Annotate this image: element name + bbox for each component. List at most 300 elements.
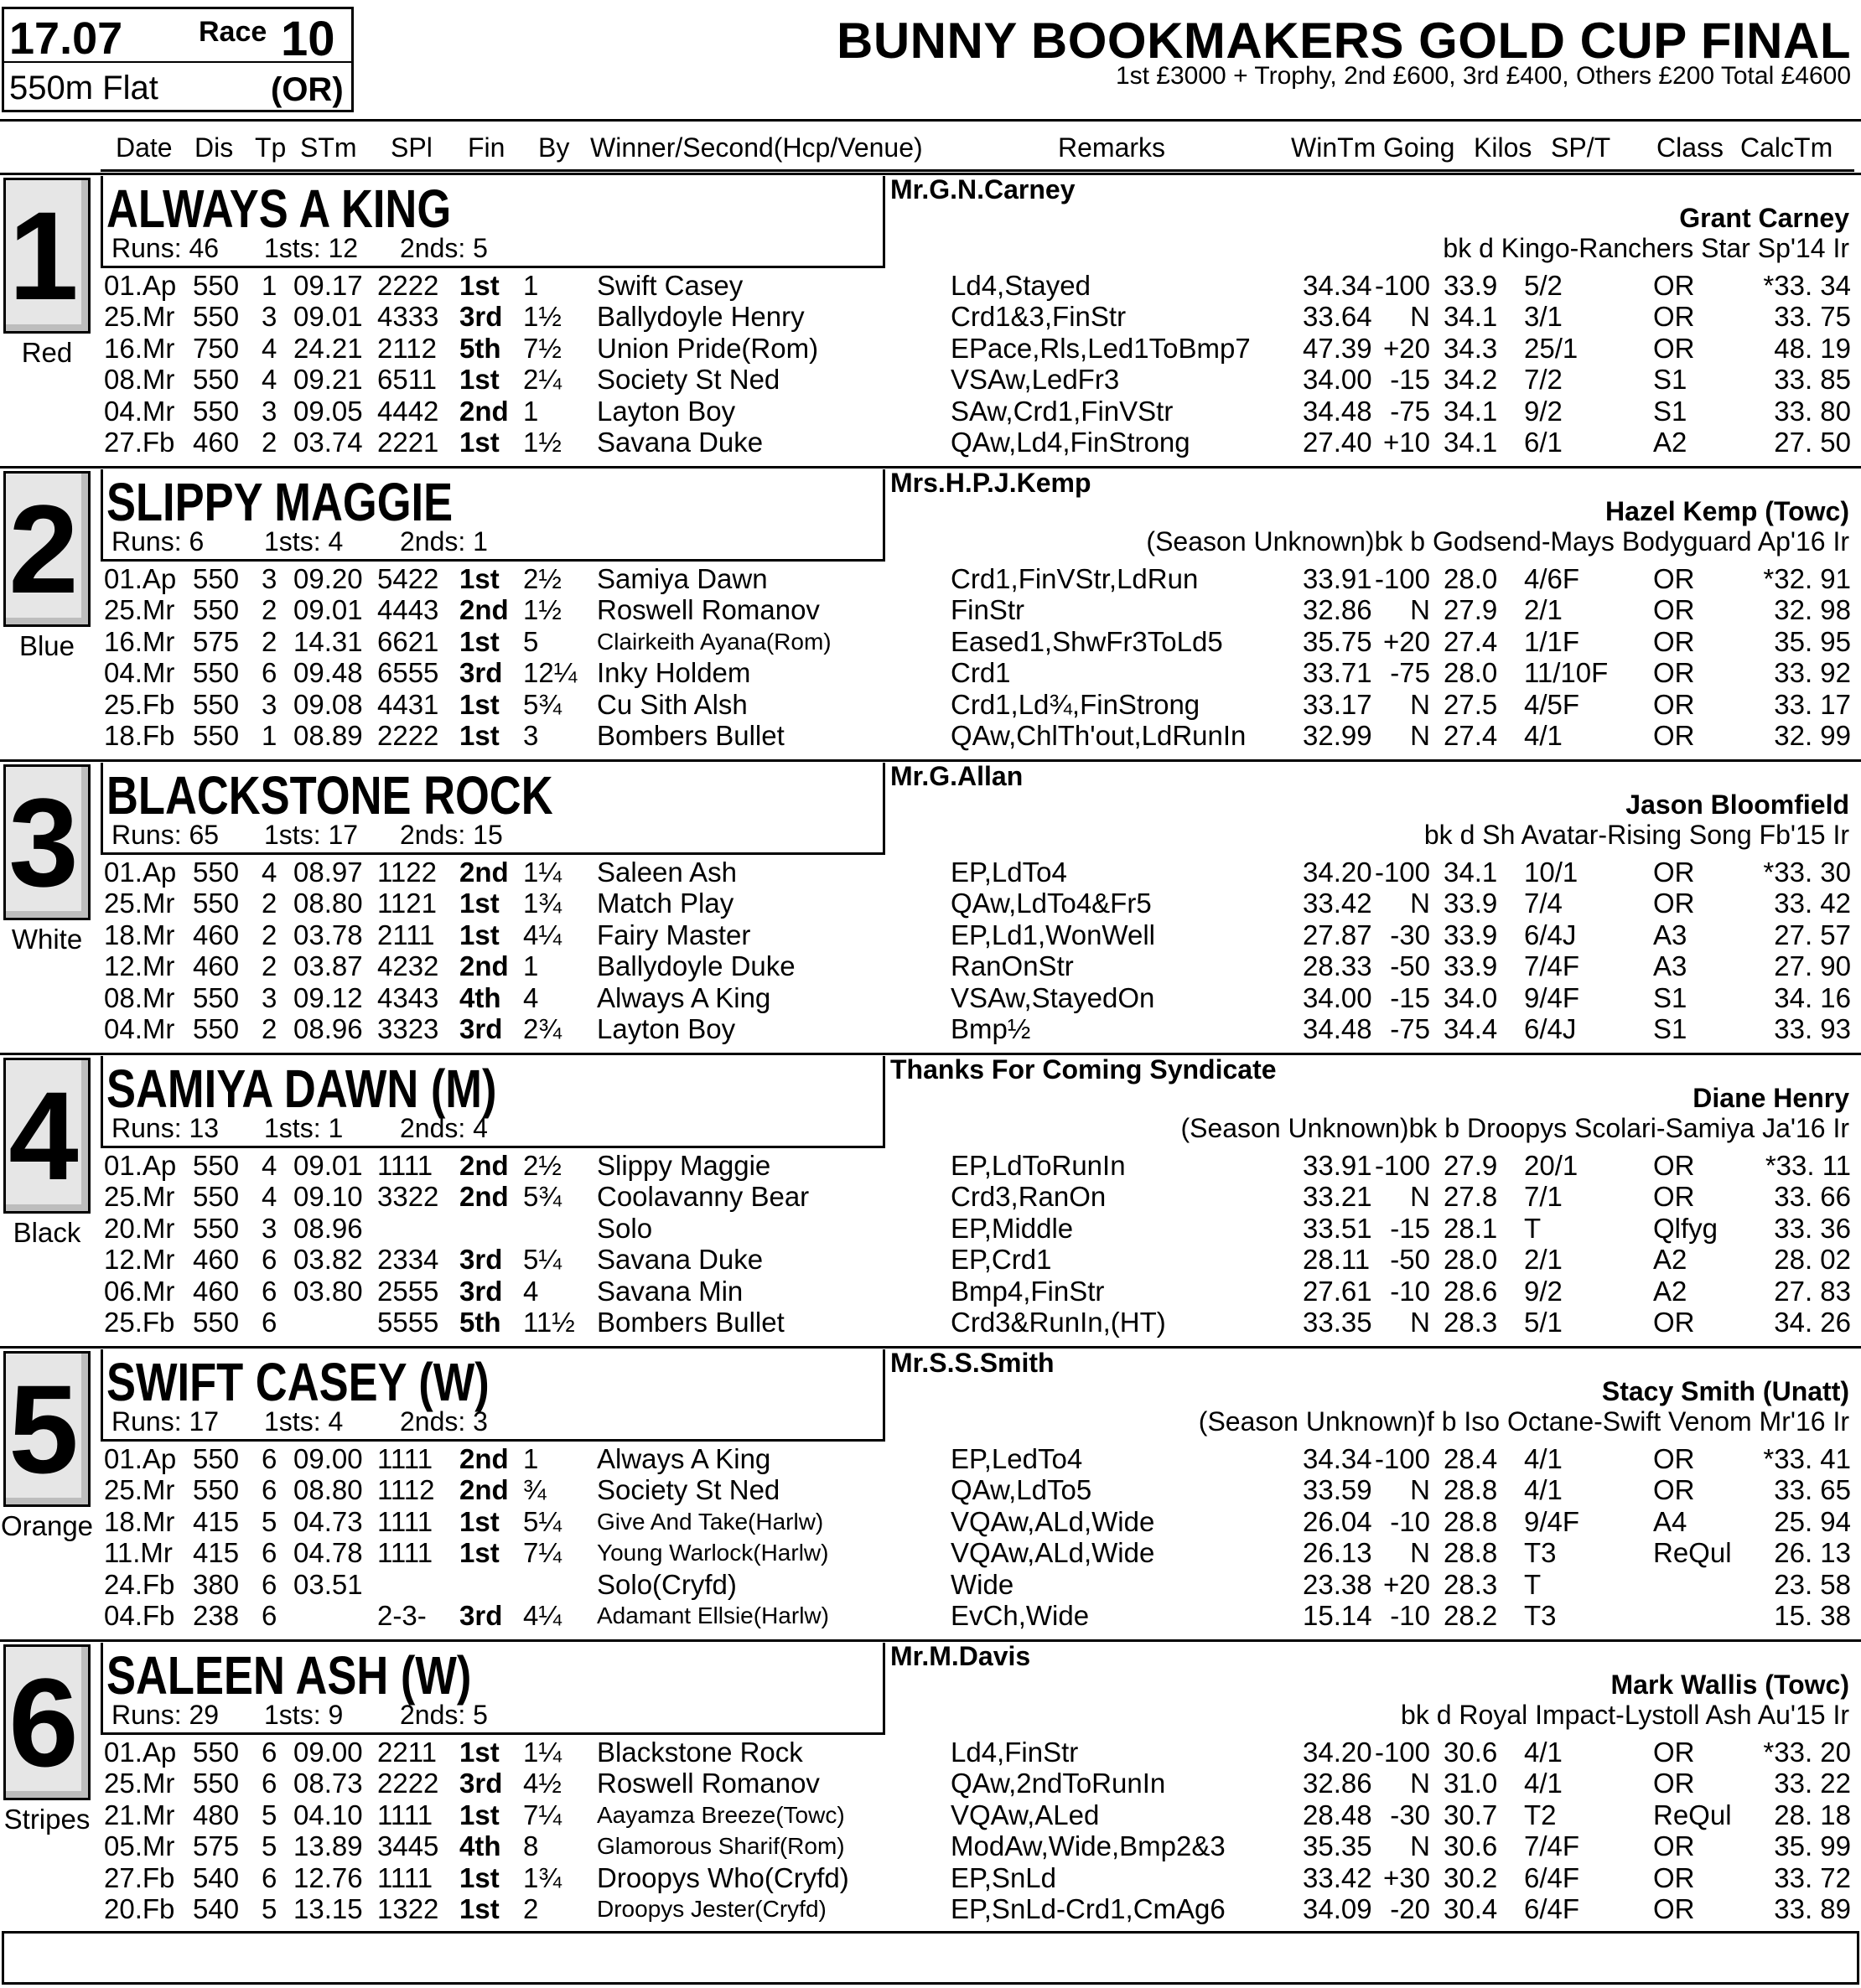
form-row — [0, 396, 1861, 427]
form-win-time: 35.75 — [1303, 625, 1372, 657]
form-sp: 6/1 — [1524, 427, 1563, 458]
form-sectional: 03.82 — [293, 1244, 363, 1276]
form-date: 04.Mr — [104, 395, 175, 427]
form-calc-time: 28. 18 — [1774, 1799, 1851, 1830]
form-date: 01.Ap — [104, 270, 177, 301]
form-finish: 3rd — [459, 301, 503, 333]
form-finish: 3rd — [459, 657, 503, 689]
form-kilos: 33.9 — [1444, 919, 1498, 950]
form-finish: 5th — [459, 1307, 501, 1338]
form-date: 04.Fb — [104, 1600, 175, 1631]
form-date: 25.Mr — [104, 888, 175, 919]
form-sp: 4/1 — [1524, 720, 1563, 751]
form-calc-time: 32. 99 — [1774, 720, 1851, 751]
form-date: 01.Ap — [104, 563, 177, 594]
form-sp: 4/1 — [1524, 1768, 1563, 1799]
form-row — [0, 1537, 1861, 1568]
form-sectional: 08.80 — [293, 1474, 363, 1506]
form-trap: 4 — [262, 857, 277, 888]
runs-count: Runs: 29 — [111, 1700, 220, 1730]
form-class: OR — [1653, 1861, 1695, 1893]
form-going: N — [1410, 1830, 1430, 1862]
form-winner: Samiya Dawn — [597, 563, 768, 594]
form-sp: 25/1 — [1524, 332, 1578, 364]
form-remarks: VQAw,ALd,Wide — [951, 1537, 1155, 1569]
form-going: -15 — [1390, 1212, 1430, 1244]
form-date: 25.Fb — [104, 688, 175, 720]
form-distance: 480 — [193, 1799, 240, 1830]
form-row — [0, 857, 1861, 888]
form-finish: 1st — [459, 563, 500, 594]
col-spl: SPl — [391, 132, 433, 163]
form-finish: 3rd — [459, 1013, 503, 1044]
dog-name-box — [101, 1643, 885, 1735]
form-calc-time: 33. 42 — [1774, 888, 1851, 919]
form-sectional: 03.51 — [293, 1568, 363, 1600]
form-calc-time: 27. 57 — [1774, 919, 1851, 950]
form-remarks: Crd3,RanOn — [951, 1181, 1107, 1213]
form-distance: 460 — [193, 1244, 240, 1276]
form-trap: 4 — [262, 364, 277, 396]
race-box-divider — [4, 61, 351, 63]
form-distance-by: ¾ — [523, 1474, 547, 1506]
form-calc-time: 32. 98 — [1774, 594, 1851, 626]
form-row — [0, 1013, 1861, 1044]
form-class: S1 — [1653, 395, 1687, 427]
form-positions: 1122 — [377, 857, 437, 888]
trap-colour: Red — [21, 337, 73, 368]
form-sp: 4/5F — [1524, 688, 1580, 720]
firsts-count: 1sts: 12 — [264, 233, 359, 263]
form-winner: Slippy Maggie — [597, 1150, 771, 1181]
form-positions: 2222 — [377, 270, 439, 301]
form-win-time: 23.38 — [1303, 1568, 1372, 1600]
form-finish: 1st — [459, 427, 500, 458]
form-win-time: 33.42 — [1303, 888, 1372, 919]
runs-summary — [111, 1113, 488, 1144]
form-positions: 1111 — [377, 1861, 433, 1893]
form-win-time: 34.48 — [1303, 1013, 1372, 1044]
runner-card-6 — [0, 1639, 1861, 1933]
form-sectional: 09.05 — [293, 395, 363, 427]
col-date: Date — [116, 132, 173, 163]
form-sectional: 24.21 — [293, 332, 363, 364]
form-positions: 5555 — [377, 1307, 439, 1338]
form-sectional: 09.01 — [293, 1150, 363, 1181]
form-date: 27.Fb — [104, 1861, 175, 1893]
form-winner: Layton Boy — [597, 1013, 736, 1044]
form-winner: Ballydoyle Henry — [597, 301, 805, 333]
form-class: Qlfyg — [1653, 1212, 1718, 1244]
owner: Mr.M.Davis — [890, 1641, 1031, 1671]
form-date: 25.Mr — [104, 594, 175, 626]
form-calc-time: 27. 83 — [1774, 1275, 1851, 1307]
col-calctm: CalcTm — [1740, 132, 1833, 163]
form-row — [0, 1569, 1861, 1600]
form-row — [0, 1307, 1861, 1338]
form-going: -100 — [1374, 857, 1430, 888]
form-winner: Coolavanny Bear — [597, 1181, 810, 1213]
form-sp: 6/4F — [1524, 1893, 1580, 1924]
form-positions: 5422 — [377, 563, 439, 594]
form-date: 12.Mr — [104, 1244, 175, 1276]
form-trap: 2 — [262, 427, 277, 458]
form-positions: 1111 — [377, 1799, 433, 1830]
form-going: N — [1410, 720, 1430, 751]
trainer: Grant Carney — [1679, 203, 1849, 233]
form-remarks: Ld4,Stayed — [951, 270, 1091, 301]
form-positions: 4443 — [377, 594, 439, 626]
form-sp: 7/4 — [1524, 888, 1563, 919]
form-win-time: 26.04 — [1303, 1505, 1372, 1537]
form-remarks: Eased1,ShwFr3ToLd5 — [951, 625, 1223, 657]
form-distance: 550 — [193, 1013, 240, 1044]
form-sp: 9/4F — [1524, 1505, 1580, 1537]
form-trap: 3 — [262, 395, 277, 427]
dog-name: SAMIYA DAWN (M) — [106, 1059, 497, 1119]
form-kilos: 28.4 — [1444, 1443, 1498, 1474]
seconds-count: 2nds: 4 — [400, 1113, 488, 1143]
form-going: N — [1410, 301, 1430, 333]
form-winner: Aayamza Breeze(Towc) — [597, 1801, 845, 1828]
form-trap: 4 — [262, 1181, 277, 1213]
form-kilos: 30.6 — [1444, 1737, 1498, 1768]
form-date: 25.Mr — [104, 1181, 175, 1213]
trap-number: 3 — [8, 772, 79, 913]
form-kilos: 33.9 — [1444, 888, 1498, 919]
form-remarks: Ld4,FinStr — [951, 1737, 1079, 1768]
form-win-time: 28.33 — [1303, 950, 1372, 982]
form-finish: 2nd — [459, 1474, 509, 1506]
form-winner: Saleen Ash — [597, 857, 737, 888]
form-win-time: 34.00 — [1303, 981, 1372, 1013]
form-going: -50 — [1390, 950, 1430, 982]
form-distance-by: 1 — [523, 1443, 539, 1474]
form-positions: 6621 — [377, 625, 439, 657]
form-trap: 2 — [262, 950, 277, 982]
form-sectional: 13.89 — [293, 1830, 363, 1862]
form-date: 04.Mr — [104, 1013, 175, 1044]
header-divider — [0, 119, 1861, 122]
form-date: 01.Ap — [104, 857, 177, 888]
form-winner: Roswell Romanov — [597, 594, 820, 626]
form-date: 24.Fb — [104, 1568, 175, 1600]
form-finish: 4th — [459, 981, 501, 1013]
col-winner: Winner/Second(Hcp/Venue) — [590, 132, 923, 163]
form-remarks: EP,Crd1 — [951, 1244, 1052, 1276]
form-class: A2 — [1653, 1275, 1687, 1307]
form-kilos: 30.6 — [1444, 1830, 1498, 1862]
form-winner: Always A King — [597, 1443, 771, 1474]
form-distance: 415 — [193, 1537, 240, 1569]
form-calc-time: *33. 34 — [1763, 270, 1851, 301]
form-going: -100 — [1374, 270, 1430, 301]
form-distance: 550 — [193, 594, 240, 626]
form-positions: 4431 — [377, 688, 439, 720]
form-positions: 2112 — [377, 332, 437, 364]
column-header-underline — [101, 169, 1854, 172]
form-sectional: 13.15 — [293, 1893, 363, 1924]
form-win-time: 34.09 — [1303, 1893, 1372, 1924]
form-row — [0, 563, 1861, 594]
form-remarks: QAw,LdTo5 — [951, 1474, 1092, 1506]
form-trap: 2 — [262, 625, 277, 657]
form-sectional: 12.76 — [293, 1861, 363, 1893]
form-trap: 2 — [262, 594, 277, 626]
form-going: -100 — [1374, 1737, 1430, 1768]
form-trap: 3 — [262, 688, 277, 720]
form-distance-by: 12¼ — [523, 657, 578, 689]
form-sp: 6/4F — [1524, 1861, 1580, 1893]
form-date: 01.Ap — [104, 1443, 177, 1474]
form-trap: 5 — [262, 1830, 277, 1862]
form-distance: 550 — [193, 1181, 240, 1213]
form-date: 08.Mr — [104, 981, 175, 1013]
form-remarks: EP,LdToRunIn — [951, 1150, 1126, 1181]
form-date: 18.Mr — [104, 1505, 175, 1537]
form-date: 12.Mr — [104, 950, 175, 982]
runner-card-5 — [0, 1346, 1861, 1639]
form-distance: 550 — [193, 270, 240, 301]
form-row — [0, 594, 1861, 625]
form-finish: 5th — [459, 332, 501, 364]
form-sectional: 14.31 — [293, 625, 363, 657]
trainer: Mark Wallis (Towc) — [1610, 1670, 1849, 1700]
form-class: OR — [1653, 1737, 1695, 1768]
form-win-time: 34.34 — [1303, 1443, 1372, 1474]
form-remarks: VSAw,LedFr3 — [951, 364, 1120, 396]
form-going: -20 — [1390, 1893, 1430, 1924]
form-remarks: EP,LedTo4 — [951, 1443, 1083, 1474]
form-sp: T — [1524, 1212, 1542, 1244]
form-remarks: EPace,Rls,Led1ToBmp7 — [951, 332, 1251, 364]
form-finish: 1st — [459, 1893, 500, 1924]
form-positions: 2211 — [377, 1737, 437, 1768]
form-class: A2 — [1653, 1244, 1687, 1276]
form-trap: 3 — [262, 1212, 277, 1244]
form-remarks: Bmp½ — [951, 1013, 1031, 1044]
runner-card-2 — [0, 466, 1861, 759]
form-class: OR — [1653, 301, 1695, 333]
form-going: N — [1410, 1307, 1430, 1338]
owner: Mr.G.Allan — [890, 761, 1024, 791]
form-finish: 2nd — [459, 594, 509, 626]
col-kilos: Kilos — [1474, 132, 1532, 163]
form-kilos: 34.0 — [1444, 981, 1498, 1013]
form-winner: Ballydoyle Duke — [597, 950, 796, 982]
form-trap: 4 — [262, 1150, 277, 1181]
form-winner: Union Pride(Rom) — [597, 332, 819, 364]
runs-count: Runs: 13 — [111, 1113, 220, 1143]
form-trap: 3 — [262, 563, 277, 594]
form-win-time: 33.21 — [1303, 1181, 1372, 1213]
form-sectional: 09.00 — [293, 1443, 363, 1474]
form-going: N — [1410, 888, 1430, 919]
form-winner: Adamant Ellsie(Harlw) — [597, 1602, 829, 1628]
form-class: S1 — [1653, 1013, 1687, 1044]
form-positions: 4232 — [377, 950, 439, 982]
form-remarks: QAw,2ndToRunIn — [951, 1768, 1166, 1799]
form-sectional: 08.96 — [293, 1013, 363, 1044]
form-calc-time: *33. 41 — [1763, 1443, 1851, 1474]
form-sp: 5/1 — [1524, 1307, 1563, 1338]
form-winner: Always A King — [597, 981, 771, 1013]
form-finish: 1st — [459, 888, 500, 919]
form-sp: T2 — [1524, 1799, 1557, 1830]
form-kilos: 27.4 — [1444, 625, 1498, 657]
col-wintm: WinTm — [1291, 132, 1376, 163]
col-class: Class — [1656, 132, 1724, 163]
form-class: OR — [1653, 688, 1695, 720]
form-date: 01.Ap — [104, 1150, 177, 1181]
form-kilos: 31.0 — [1444, 1768, 1498, 1799]
form-winner: Solo — [597, 1212, 653, 1244]
form-row — [0, 1443, 1861, 1474]
form-kilos: 27.8 — [1444, 1181, 1498, 1213]
form-trap: 6 — [262, 1307, 277, 1338]
owner: Mrs.H.P.J.Kemp — [890, 468, 1091, 498]
form-remarks: VQAw,ALed — [951, 1799, 1100, 1830]
form-sp: T3 — [1524, 1600, 1557, 1631]
form-sectional: 08.80 — [293, 888, 363, 919]
form-remarks: Bmp4,FinStr — [951, 1275, 1105, 1307]
form-positions: 2555 — [377, 1275, 439, 1307]
form-finish: 2nd — [459, 1443, 509, 1474]
form-calc-time: 33. 92 — [1774, 657, 1851, 689]
form-remarks: VQAw,ALd,Wide — [951, 1505, 1155, 1537]
form-kilos: 27.9 — [1444, 1150, 1498, 1181]
form-class: OR — [1653, 1181, 1695, 1213]
dog-name: SALEEN ASH (W) — [106, 1645, 472, 1706]
form-winner: Savana Duke — [597, 427, 764, 458]
form-date: 20.Fb — [104, 1893, 175, 1924]
form-class: OR — [1653, 1443, 1695, 1474]
form-winner: Roswell Romanov — [597, 1768, 820, 1799]
form-remarks: EP,Middle — [951, 1212, 1074, 1244]
form-finish: 1st — [459, 1505, 500, 1537]
form-remarks: EP,Ld1,WonWell — [951, 919, 1155, 950]
form-sp: 7/2 — [1524, 364, 1563, 396]
form-win-time: 27.87 — [1303, 919, 1372, 950]
form-class: OR — [1653, 270, 1695, 301]
form-row — [0, 1799, 1861, 1830]
trap-colour: Blue — [18, 630, 75, 661]
form-kilos: 30.4 — [1444, 1893, 1498, 1924]
race-prizes: 1st £3000 + Trophy, 2nd £600, 3rd £400, Others £200 Total £4600 — [1115, 62, 1851, 90]
form-calc-time: *33. 20 — [1763, 1737, 1851, 1768]
form-calc-time: 27. 90 — [1774, 950, 1851, 982]
form-row — [0, 1276, 1861, 1307]
form-finish: 3rd — [459, 1768, 503, 1799]
form-class: S1 — [1653, 981, 1687, 1013]
form-trap: 5 — [262, 1893, 277, 1924]
form-distance-by: 7½ — [523, 332, 562, 364]
breeding: (Season Unknown)bk b Droopys Scolari-Samiya Ja'16 Ir — [1180, 1113, 1849, 1143]
form-kilos: 34.1 — [1444, 427, 1498, 458]
form-date: 27.Fb — [104, 427, 175, 458]
form-winner: Layton Boy — [597, 395, 736, 427]
form-kilos: 28.3 — [1444, 1568, 1498, 1600]
form-distance: 415 — [193, 1505, 240, 1537]
form-distance: 550 — [193, 981, 240, 1013]
runner-card-3 — [0, 759, 1861, 1053]
form-positions: 4333 — [377, 301, 439, 333]
firsts-count: 1sts: 1 — [264, 1113, 344, 1143]
runs-summary — [111, 820, 503, 851]
form-date: 05.Mr — [104, 1830, 175, 1862]
form-trap: 6 — [262, 657, 277, 689]
form-positions: 4442 — [377, 395, 439, 427]
form-win-time: 27.61 — [1303, 1275, 1372, 1307]
form-kilos: 28.0 — [1444, 563, 1498, 594]
form-positions: 2334 — [377, 1244, 439, 1276]
form-class: OR — [1653, 1893, 1695, 1924]
form-distance-by: 7¼ — [523, 1799, 562, 1830]
form-finish: 1st — [459, 720, 500, 751]
form-class: A3 — [1653, 950, 1687, 982]
form-calc-time: 33. 17 — [1774, 688, 1851, 720]
form-going: +10 — [1383, 427, 1430, 458]
form-winner: Savana Duke — [597, 1244, 764, 1276]
form-distance: 540 — [193, 1861, 240, 1893]
form-winner: Blackstone Rock — [597, 1737, 803, 1768]
form-class: ReQul — [1653, 1799, 1732, 1830]
form-sectional: 09.01 — [293, 594, 363, 626]
form-distance: 550 — [193, 1474, 240, 1506]
form-date: 25.Fb — [104, 1307, 175, 1338]
form-trap: 1 — [262, 270, 277, 301]
form-going: N — [1410, 1768, 1430, 1799]
form-row — [0, 1600, 1861, 1631]
form-distance: 575 — [193, 625, 240, 657]
form-winner: Glamorous Sharif(Rom) — [597, 1833, 845, 1860]
race-distance: 550m Flat — [9, 70, 158, 106]
form-calc-time: 48. 19 — [1774, 332, 1851, 364]
form-finish: 1st — [459, 688, 500, 720]
race-info-box — [2, 7, 354, 112]
runs-count: Runs: 65 — [111, 820, 220, 850]
form-positions: 2222 — [377, 1768, 439, 1799]
form-win-time: 28.11 — [1303, 1244, 1371, 1276]
form-positions: 3322 — [377, 1181, 439, 1213]
form-kilos: 27.9 — [1444, 594, 1498, 626]
form-finish: 3rd — [459, 1244, 503, 1276]
firsts-count: 1sts: 9 — [264, 1700, 344, 1730]
form-row — [0, 1830, 1861, 1861]
breeding: bk d Kingo-Ranchers Star Sp'14 Ir — [1443, 233, 1849, 263]
form-sectional: 08.97 — [293, 857, 363, 888]
form-sp: 6/4J — [1524, 1013, 1577, 1044]
form-going: +20 — [1383, 1568, 1430, 1600]
form-row — [0, 1862, 1861, 1893]
form-sectional: 04.78 — [293, 1537, 363, 1569]
form-distance-by: 1¾ — [523, 888, 562, 919]
form-positions: 1322 — [377, 1893, 439, 1924]
form-positions: 3445 — [377, 1830, 439, 1862]
form-winner: Bombers Bullet — [597, 720, 785, 751]
form-distance-by: 5¾ — [523, 1181, 562, 1213]
form-finish: 4th — [459, 1830, 501, 1862]
form-calc-time: 33. 85 — [1774, 364, 1851, 396]
form-win-time: 33.91 — [1303, 563, 1372, 594]
form-distance-by: 4¼ — [523, 1600, 562, 1631]
form-sectional: 09.00 — [293, 1737, 363, 1768]
form-going: N — [1410, 594, 1430, 626]
form-going: -10 — [1390, 1275, 1430, 1307]
form-kilos: 28.3 — [1444, 1307, 1498, 1338]
form-win-time: 26.13 — [1303, 1537, 1372, 1569]
form-remarks: Crd1&3,FinStr — [951, 301, 1127, 333]
